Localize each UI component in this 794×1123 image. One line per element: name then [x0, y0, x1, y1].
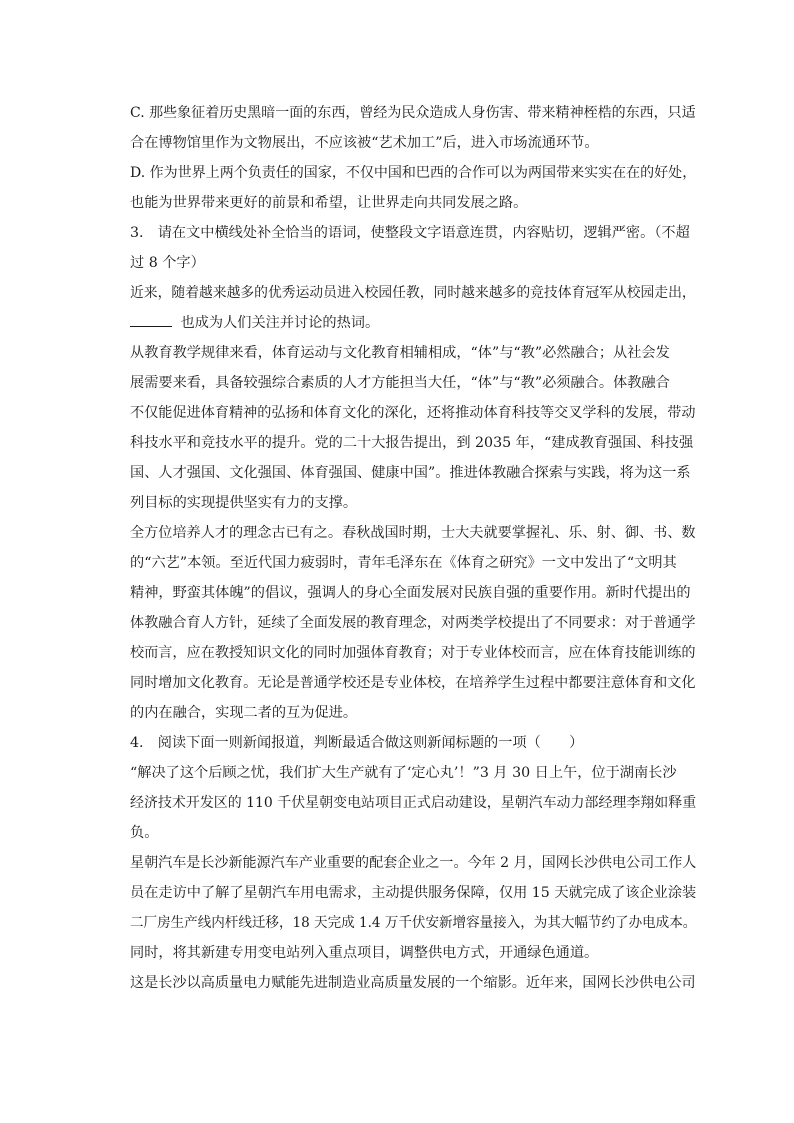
news-line-6: 二厂房生产线内杆线迁移，18 天完成 1.4 万千伏安新增容量接入，为其大幅节约了办电成本。 [130, 915, 697, 931]
passage-3-line-10: 的“六艺”本领。至近代国力疲弱时，青年毛泽东在《体育之研究》一文中发出了“文明其 [130, 555, 677, 571]
passage-3-line-11: 精神，野蛮其体魄”的倡议，强调人的身心全面发展对民族自强的重要作用。新时代提出的 [130, 585, 691, 601]
passage-3-line-7: 国、人才强国、文化强国、体育强国、健康中国”。推进体教融合探索与实践，将为这一系 [130, 465, 691, 481]
passage-3-line-6: 科技水平和竞技水平的提升。党的二十大报告提出，到 2035 年，“建成教育强国、科技强 [130, 435, 694, 451]
news-line-3: 负。 [130, 825, 159, 841]
news-line-5: 员在走访中了解了星朝汽车用电需求，主动提供服务保障，仅用 15 天就完成了该企业涂装 [130, 885, 697, 901]
passage-3-line-8: 列目标的实现提供坚实有力的支撑。 [130, 495, 358, 511]
passage-3-line-1: 近来，随着越来越多的优秀运动员进入校园任教，同时越来越多的竞技体育冠军从校园走出， [130, 285, 696, 301]
option-d-line-1: D. 作为世界上两个负责任的国家，不仅中国和巴西的合作可以为两国带来实实在在的好处， [130, 165, 697, 181]
question-3-line-1: 3. 请在文中横线处补全恰当的语词，使整段文字语意连贯，内容贴切，逻辑严密。（不超 [130, 225, 690, 241]
option-c-line-1: C. 那些象征着历史黑暗一面的东西，曾经为民众造成人身伤害、带来精神桎梏的东西，只适 [130, 105, 696, 121]
passage-3-line-2 [130, 308, 696, 338]
passage-3-line-15: 的内在融合，实现二者的互为促进。 [130, 705, 358, 721]
news-line-1: “解决了这个后顾之忧，我们扩大生产就有了‘定心丸’！”3 月 30 日上午，位于湖南长沙 [130, 765, 677, 781]
option-c-line-2: 合在博物馆里作为文物展出，不应该被“艺术加工”后，进入市场流通环节。 [130, 135, 599, 151]
passage-3-line-2-text: 也成为人们关注并讨论的热词。 [180, 315, 380, 331]
passage-3-line-13: 校而言，应在教授知识文化的同时加强体育教育；对于专业体校而言，应在体育技能训练的 [130, 645, 696, 661]
passage-3-line-9: 全方位培养人才的理念古已有之。春秋战国时期，士大夫就要掌握礼、乐、射、御、书、数 [130, 525, 696, 541]
passage-3-line-14: 同时增加文化教育。无论是普通学校还是专业体校，在培养学生过程中都要注意体育和文化 [130, 675, 696, 691]
passage-3-line-3: 从教育教学规律来看，体育运动与文化教育相辅相成，“体”与“教”必然融合；从社会发 [130, 345, 670, 361]
passage-3-line-4: 展需要来看，具备较强综合素质的人才方能担当大任，“体”与“教”必须融合。体教融合 [130, 375, 670, 391]
news-line-2: 经济技术开发区的 110 千伏星朝变电站项目正式启动建设，星朝汽车动力部经理李翔如释重 [130, 795, 697, 811]
document-page [130, 98, 696, 998]
passage-3-line-12: 体教融合育人方针，延续了全面发展的教育理念，对两类学校提出了不同要求：对于普通学 [130, 615, 696, 631]
question-4-line-1: 4. 阅读下面一则新闻报道，判断最适合做这则新闻标题的一项（ ） [130, 735, 584, 751]
passage-3-line-5: 不仅能促进体育精神的弘扬和体育文化的深化，还将推动体育科技等交叉学科的发展，带动 [130, 405, 696, 421]
news-line-8: 这是长沙以高质量电力赋能先进制造业高质量发展的一个缩影。近年来，国网长沙供电公司 [130, 975, 696, 991]
news-line-7: 同时，将其新建专用变电站列入重点项目，调整供电方式，开通绿色通道。 [130, 945, 599, 961]
option-d-line-2: 也能为世界带来更好的前景和希望，让世界走向共同发展之路。 [130, 195, 528, 211]
answer-blank[interactable] [130, 308, 172, 327]
question-3-line-2: 过 8 个字） [130, 255, 205, 271]
news-line-4: 星朝汽车是长沙新能源汽车产业重要的配套企业之一。今年 2 月，国网长沙供电公司工作人 [130, 855, 697, 871]
